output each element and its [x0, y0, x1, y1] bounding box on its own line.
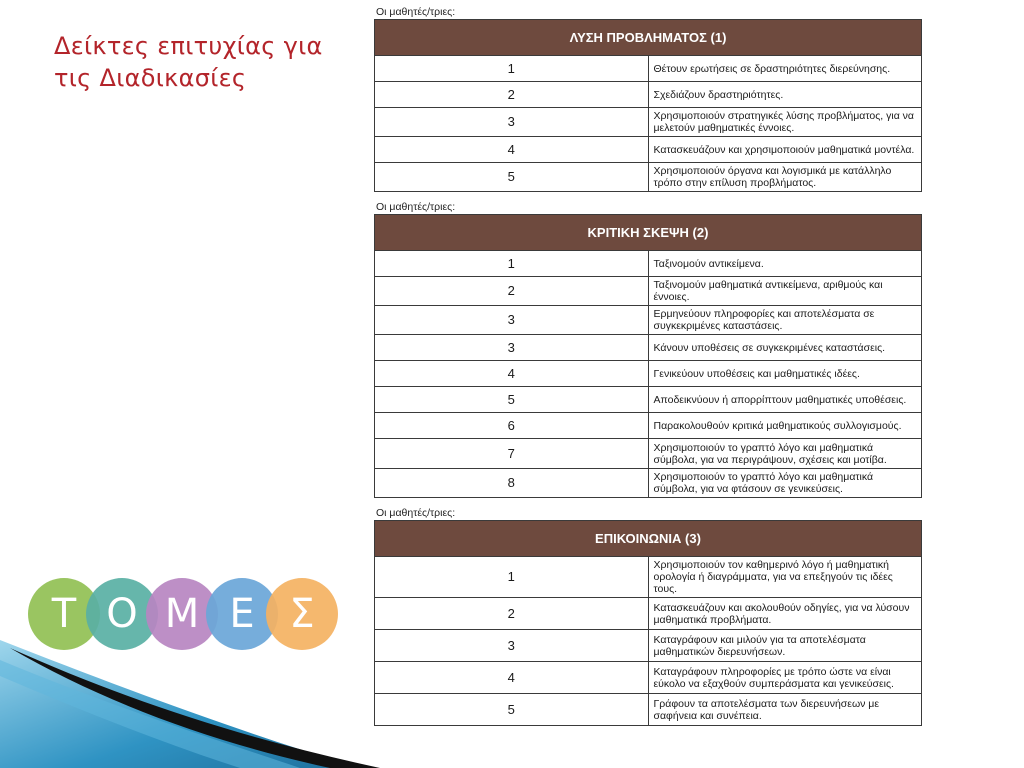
row-number: 4 — [375, 137, 649, 163]
table-row — [375, 469, 922, 498]
section-caption: Οι μαθητές/τριες: — [376, 201, 456, 213]
row-number: 4 — [375, 662, 649, 694]
table-row — [375, 277, 922, 306]
row-text: Κατασκευάζουν και ακολουθούν οδηγίες, για να λύσουν μαθηματικά προβλήματα. — [648, 598, 922, 630]
table-row — [375, 413, 922, 439]
row-text: Παρακολουθούν κριτικά μαθηματικούς συλλογισμούς. — [648, 413, 922, 439]
table-row — [375, 137, 922, 163]
table-heading: ΕΠΙΚΟΙΝΩΝΙΑ (3) — [375, 521, 922, 557]
table-row — [375, 251, 922, 277]
logo-letter: Ο — [86, 578, 158, 650]
row-number: 6 — [375, 413, 649, 439]
row-text: Θέτουν ερωτήσεις σε δραστηριότητες διερεύνησης. — [648, 56, 922, 82]
row-text: Χρησιμοποιούν στρατηγικές λύσης προβλήματος, για να μελετούν μαθηματικές έννοιες. — [648, 108, 922, 137]
tables-panel — [374, 0, 924, 726]
row-text: Ταξινομούν αντικείμενα. — [648, 251, 922, 277]
table-row — [375, 56, 922, 82]
criteria-table — [374, 214, 922, 498]
table-row — [375, 361, 922, 387]
row-text: Κατασκευάζουν και χρησιμοποιούν μαθηματικά μοντέλα. — [648, 137, 922, 163]
logo-letter: Τ — [28, 578, 100, 650]
row-text: Χρησιμοποιούν το γραπτό λόγο και μαθηματικά σύμβολα, για να περιγράψουν, σχέσεις και μοτίβα. — [648, 439, 922, 469]
row-number: 3 — [375, 306, 649, 335]
row-text: Καταγράφουν πληροφορίες με τρόπο ώστε να είναι εύκολο να εξαχθούν συμπεράσματα και γενικεύσεις. — [648, 662, 922, 694]
table-heading: ΚΡΙΤΙΚΗ ΣΚΕΨΗ (2) — [375, 215, 922, 251]
table-row — [375, 82, 922, 108]
row-text: Καταγράφουν και μιλούν για τα αποτελέσματα μαθηματικών διερευνήσεων. — [648, 630, 922, 662]
row-text: Σχεδιάζουν δραστηριότητες. — [648, 82, 922, 108]
logo-letter: Μ — [146, 578, 218, 650]
table-row — [375, 662, 922, 694]
table-row — [375, 694, 922, 726]
table-row — [375, 163, 922, 192]
table-row — [375, 557, 922, 598]
logo-letter: Σ — [266, 578, 338, 650]
table-row — [375, 387, 922, 413]
row-text: Χρησιμοποιούν το γραπτό λόγο και μαθηματικά σύμβολα, για να φτάσουν σε γενικεύσεις. — [648, 469, 922, 498]
row-number: 3 — [375, 630, 649, 662]
table-row — [375, 306, 922, 335]
row-number: 1 — [375, 56, 649, 82]
row-text: Χρησιμοποιούν τον καθημερινό λόγο ή μαθηματική ορολογία ή διαγράμματα, για να επεξηγούν τις ιδέες τους. — [648, 557, 922, 598]
row-text: Κάνουν υποθέσεις σε συγκεκριμένες καταστάσεις. — [648, 335, 922, 361]
row-text: Γράφουν τα αποτελέσματα των διερευνήσεων με σαφήνεια και συνέπεια. — [648, 694, 922, 726]
row-text: Χρησιμοποιούν όργανα και λογισμικά με κατάλληλο τρόπο στην επίλυση προβλήματος. — [648, 163, 922, 192]
table-row — [375, 439, 922, 469]
row-number: 5 — [375, 163, 649, 192]
section-caption: Οι μαθητές/τριες: — [376, 507, 456, 519]
section-caption: Οι μαθητές/τριες: — [376, 6, 456, 18]
table-row — [375, 630, 922, 662]
table-row — [375, 108, 922, 137]
decorative-swoosh — [0, 640, 380, 768]
table-row — [375, 598, 922, 630]
slide-title: Δείκτες επιτυχίας για τις Διαδικασίες — [54, 32, 323, 92]
row-number: 8 — [375, 469, 649, 498]
row-number: 5 — [375, 694, 649, 726]
row-number: 1 — [375, 557, 649, 598]
row-text: Ταξινομούν μαθηματικά αντικείμενα, αριθμούς και έννοιες. — [648, 277, 922, 306]
table-heading: ΛΥΣΗ ΠΡΟΒΛΗΜΑΤΟΣ (1) — [375, 20, 922, 56]
row-text: Αποδεικνύουν ή απορρίπτουν μαθηματικές υποθέσεις. — [648, 387, 922, 413]
criteria-table — [374, 19, 922, 192]
row-number: 5 — [375, 387, 649, 413]
row-text: Ερμηνεύουν πληροφορίες και αποτελέσματα σε συγκεκριμένες καταστάσεις. — [648, 306, 922, 335]
logo-letter: Ε — [206, 578, 278, 650]
row-number: 2 — [375, 82, 649, 108]
row-number: 3 — [375, 335, 649, 361]
row-number: 1 — [375, 251, 649, 277]
row-number: 7 — [375, 439, 649, 469]
table-row — [375, 335, 922, 361]
row-number: 4 — [375, 361, 649, 387]
row-number: 2 — [375, 277, 649, 306]
criteria-table — [374, 520, 922, 726]
row-number: 3 — [375, 108, 649, 137]
row-number: 2 — [375, 598, 649, 630]
row-text: Γενικεύουν υποθέσεις και μαθηματικές ιδέες. — [648, 361, 922, 387]
